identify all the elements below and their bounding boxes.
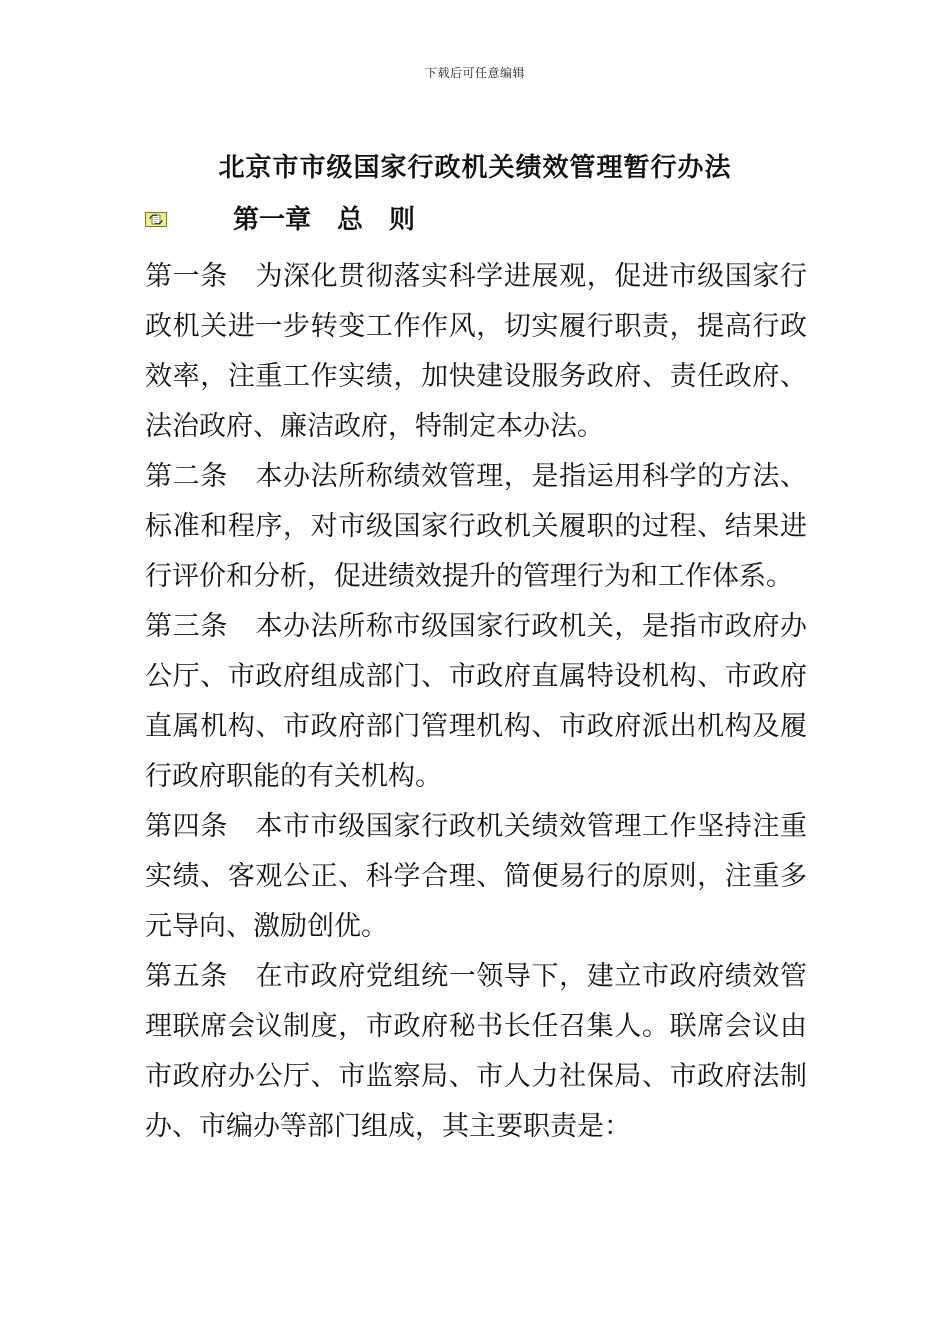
chapter-title: 第一章 总 则 <box>233 205 416 235</box>
document-link-icon[interactable] <box>145 212 167 227</box>
article-text: 本办法所称绩效管理，是指运用科学的方法、标准和程序，对市级国家行政机关履职的过程、结果进行评价和分析，促进绩效提升的管理行为和工作体系。 <box>145 461 808 592</box>
chapter-heading-row <box>145 200 845 240</box>
article-text: 为深化贯彻落实科学进展观，促进市级国家行政机关进一步转变工作作风，切实履行职责，提高行政效率，注重工作实绩，加快建设服务政府、责任政府、法治政府、廉洁政府，特制定本办法。 <box>145 261 808 442</box>
article-3 <box>145 602 807 802</box>
article-text: 本办法所称市级国家行政机关，是指市政府办公厅、市政府组成部门、市政府直属特设机构、市政府直属机构、市政府部门管理机构、市政府派出机构及履行政府职能的有关机构。 <box>145 611 808 792</box>
article-5 <box>145 952 807 1152</box>
article-text: 在市政府党组统一领导下，建立市政府绩效管理联席会议制度，市政府秘书长任召集人。联席会议由市政府办公厅、市监察局、市人力社保局、市政府法制办、市编办等部门组成，其主要职责是： <box>145 961 808 1142</box>
article-label: 第一条 <box>145 261 228 292</box>
header-note: 下载后可任意编辑 <box>424 66 525 80</box>
article-label: 第三条 <box>145 611 228 642</box>
article-label: 第五条 <box>145 961 228 992</box>
article-1 <box>145 252 807 452</box>
document-title: 北京市市级国家行政机关绩效管理暂行办法 <box>218 153 732 183</box>
article-label: 第四条 <box>145 811 228 842</box>
article-2 <box>145 452 807 602</box>
article-text: 本市市级国家行政机关绩效管理工作坚持注重实绩、客观公正、科学合理、简便易行的原则，注重多元导向、激励创优。 <box>145 811 808 942</box>
article-4 <box>145 802 807 952</box>
article-label: 第二条 <box>145 461 228 492</box>
document-body <box>145 252 807 1152</box>
